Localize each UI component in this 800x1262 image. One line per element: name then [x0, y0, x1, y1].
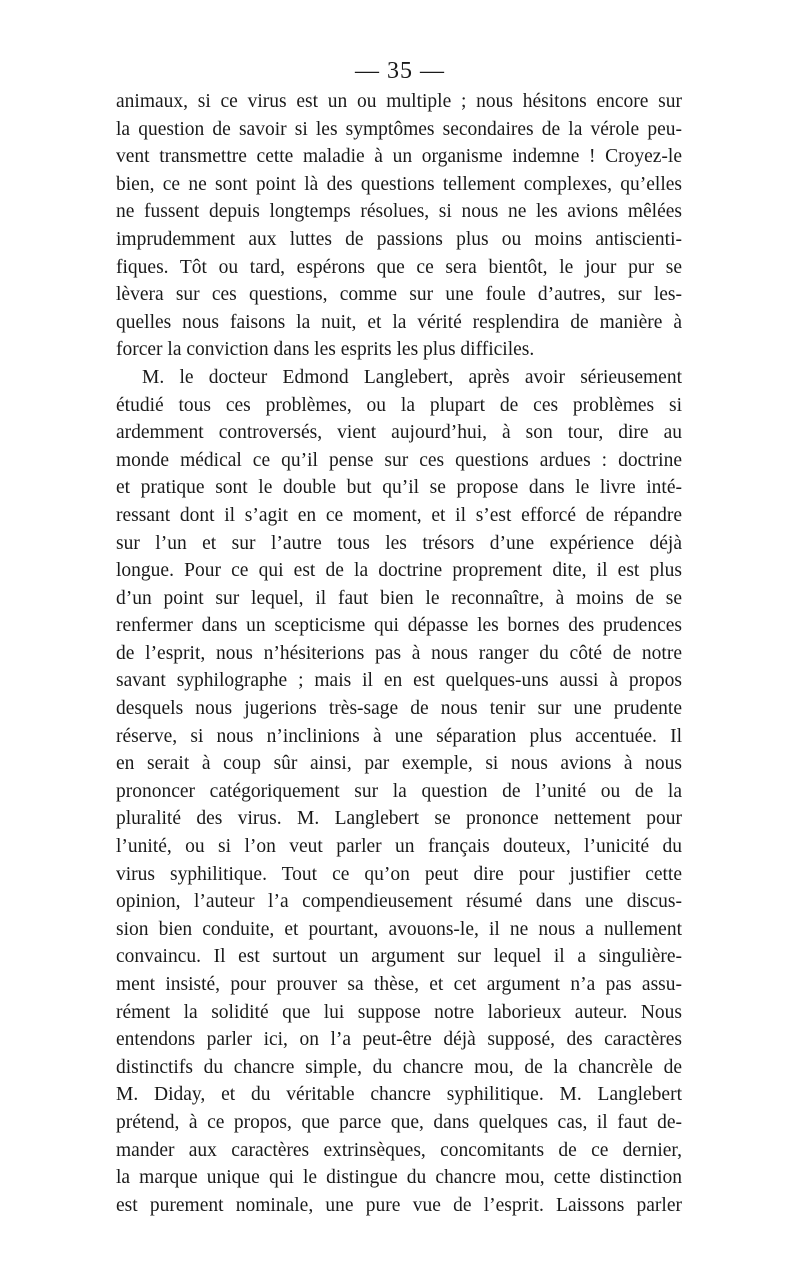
text-line: opinion, l’auteur l’a compendieusement résumé dans une discus- — [116, 891, 682, 913]
text-line: ardemment controversés, vient aujourd’hui, à son tour, dire au — [116, 422, 682, 444]
text-line: est purement nominale, une pure vue de l’esprit. Laissons parler — [116, 1194, 682, 1216]
text-line: entendons parler ici, on l’a peut-être déjà supposé, des caractères — [116, 1029, 682, 1051]
text-line: sur l’un et sur l’autre tous les trésors d’une expérience déjà — [116, 532, 682, 554]
text-line: animaux, si ce virus est un ou multiple ; nous hésitons encore sur — [116, 91, 682, 112]
text-line: longue. Pour ce qui est de la doctrine proprement dite, il est plus — [116, 560, 682, 582]
text-line: imprudemment aux luttes de passions plus ou moins antiscienti- — [116, 228, 682, 250]
text-line: desquels nous jugerions très-sage de nous tenir sur une prudente — [116, 698, 682, 720]
text-line: réserve, si nous n’inclinions à une séparation plus accentuée. Il — [116, 725, 682, 747]
text-line: fiques. Tôt ou tard, espérons que ce sera bientôt, le jour pur se — [116, 256, 682, 278]
text-line: quelles nous faisons la nuit, et la vérité resplendira de manière à — [116, 311, 682, 333]
text-line: M. Diday, et du véritable chancre syphilitique. M. Langlebert — [116, 1084, 682, 1106]
text-line: convaincu. Il est surtout un argument sur lequel il a singulière- — [116, 946, 682, 968]
text-line: et pratique sont le double but qu’il se propose dans le livre inté- — [116, 477, 682, 499]
text-line: ne fussent depuis longtemps résolues, si nous ne les avions mêlées — [116, 201, 682, 223]
text-line: la question de savoir si les symptômes secondaires de la vérole peu- — [116, 118, 682, 140]
text-line: ressant dont il s’agit en ce moment, et il s’est efforcé de répandre — [116, 504, 682, 526]
text-line: monde médical ce qu’il pense sur ces questions ardues : doctrine — [116, 449, 682, 471]
text-line: en serait à coup sûr ainsi, par exemple, si nous avions à nous — [116, 753, 682, 775]
text-line: mander aux caractères extrinsèques, concomitants de ce dernier, — [116, 1139, 682, 1161]
body-text — [116, 88, 682, 1219]
text-line: ment insisté, pour prouver sa thèse, et cet argument n’a pas assu- — [116, 974, 682, 995]
text-line: étudié tous ces problèmes, ou la plupart de ces problèmes si — [116, 394, 682, 416]
text-line: pluralité des virus. M. Langlebert se prononce nettement pour — [116, 808, 682, 830]
text-line: la marque unique qui le distingue du chancre mou, cette distinction — [116, 1167, 682, 1189]
text-line: prétend, à ce propos, que parce que, dans quelques cas, il faut de- — [116, 1111, 682, 1133]
text-line: renfermer dans un scepticisme qui dépasse les bornes des prudences — [116, 615, 682, 637]
text-line: lèvera sur ces questions, comme sur une foule d’autres, sur les- — [116, 284, 682, 306]
text-line: sion bien conduite, et pourtant, avouons-le, il ne nous a nullement — [116, 918, 682, 940]
text-line: M. le docteur Edmond Langlebert, après avoir sérieusement — [142, 366, 682, 388]
page-number: — 35 — — [355, 58, 445, 84]
text-line: d’un point sur lequel, il faut bien le reconnaître, à moins de se — [116, 587, 682, 609]
text-line: vent transmettre cette maladie à un organisme indemne ! Croyez-le — [116, 146, 682, 168]
text-line: forcer la conviction dans les esprits les plus difficiles. — [116, 339, 535, 361]
text-line: savant syphilographe ; mais il en est quelques-uns aussi à propos — [116, 670, 682, 692]
text-line: de l’esprit, nous n’hésiterions pas à nous ranger du côté de notre — [116, 642, 682, 664]
text-line: prononcer catégoriquement sur la question de l’unité ou de la — [116, 780, 682, 802]
text-line: l’unité, ou si l’on veut parler un français douteux, l’unicité du — [116, 836, 682, 858]
text-line: rément la solidité que lui suppose notre laborieux auteur. Nous — [116, 1001, 682, 1023]
text-line: bien, ce ne sont point là des questions tellement complexes, qu’elles — [116, 173, 682, 195]
text-line: virus syphilitique. Tout ce qu’on peut dire pour justifier cette — [116, 863, 682, 885]
text-line: distinctifs du chancre simple, du chancre mou, de la chancrèle de — [116, 1056, 682, 1078]
